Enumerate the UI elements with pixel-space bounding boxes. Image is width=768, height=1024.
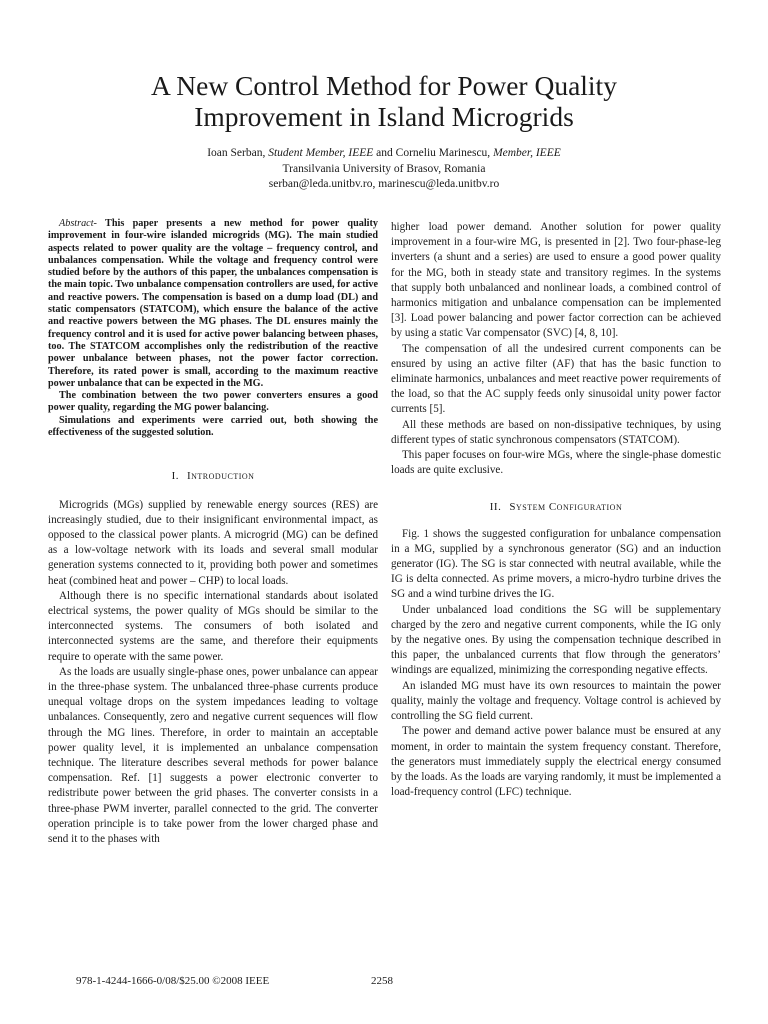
config-paragraph-4: The power and demand active power balance must be ensured at any moment, in order to maintain the system frequency constant. Therefore, the generators must immediately supply the electrical energy consumed by the loads. As the loads are varying randomly, it must be implemented a load-frequency control (LFC) technique. (391, 725, 721, 799)
author-2: and Corneliu Marinescu, (373, 147, 494, 159)
title-line-1: A New Control Method for Power Quality (151, 70, 617, 101)
abstract-paragraph-3: Simulations and experiments were carried out, both showing the effectiveness of the suggested solution. (48, 414, 378, 439)
intro-paragraph-5: All these methods are based on non-dissipative techniques, by using different types of static synchronous compensators (STATCOM). (391, 418, 721, 446)
intro-paragraph-3: As the loads are usually single-phase ones, power unbalance can appear in the three-phase system. The unbalanced three-phase currents produce unequal voltage drops on the system impedances leading to voltage unbalances. Consequently, zero and negative current sequences will flow through the MG lines. Therefore, in order to maintain an acceptable power quality level, it is implemented an unbalance compensation technique. The literature describes several methods for power balance compensation. Ref. [1] suggests a power electronic converter to redistribute power between the grid phases. The converter consists in a three-phase PWM inverter, parallel connected to the grid. The converter operation principle is to take power from the lower charged phase and send it to the phases with (48, 665, 378, 846)
abstract (48, 218, 378, 439)
config-paragraph-1: Fig. 1 shows the suggested configuration for unbalance compensation in a MG, supplied by a synchronous generator (SG) and an induction generator (IG). The SG is star connected with neutral available, while the IG is delta connected. As prime movers, a micro-hydro turbine drives the SG and a wind turbine drives the IG. (391, 527, 721, 601)
author-emails: serban@leda.unitbv.ro, marinescu@leda.unitbv.ro (268, 178, 500, 190)
intro-paragraph-2: Although there is no specific international standards about isolated electrical systems, the power quality of MGs should be similar to the interconnected systems. The consumers of both isolated and interconnected systems are the same, and therefore their equipments require to operate with the same power. (48, 589, 378, 663)
abstract-text-1: This paper presents a new method for power quality improvement in four-wire islanded microgrids (MG). The main studied aspects related to power quality are the voltage – frequency control, and unbalances compensation. While the voltage and frequency control were studied before by the authors of this paper, the unbalances compensation is the main topic. Two unbalance compensation controllers are used, for active and reactive powers. The compensation is based on a dump load (DL) and static compensators (STATCOM), which ensure the balance of the active and reactive powers between the MG phases. The DL ensures mainly the frequency control and it is used for active power balancing between phases, too. The STATCOM accomplishes only the redistribution of the reactive power unbalance between phases, not the power factor correction. Therefore, its rated power is small, according to the maximum reactive power unbalance that can be expected in the MG. (48, 218, 378, 389)
author-names (60, 146, 708, 162)
intro-continuation: higher load power demand. Another solution for power quality improvement in a four-wire MG, is presented in [2]. Two four-phase-leg inverters (a shunt and a series) are used to ensure a good power quality for the MG, both in steady state and transitory regimes. In the systems that supply both unbalanced and nonlinear loads, a combined control of harmonics mitigation and unbalance compensation can be implemented [3]. Load power balancing and power factor correction can be achieved by using a static Var compensator (SVC) [4, 8, 10]. (391, 221, 721, 340)
author-1-role: Student Member, IEEE (268, 147, 374, 159)
paper-title (60, 70, 708, 132)
config-paragraph-3: An islanded MG must have its own resources to maintain the power quality, mainly the voltage and frequency. Voltage control is achieved by controlling the SG field current. (391, 679, 721, 723)
section-heading-system-configuration (391, 500, 721, 515)
abstract-paragraph-2: The combination between the two power converters ensures a good power quality, regarding the MG power balancing. (48, 390, 378, 414)
section-title: Introduction (186, 470, 255, 483)
abstract-label: Abstract- (59, 218, 97, 229)
section-title: System Configuration (509, 501, 623, 514)
page-number: 2258 (371, 975, 393, 987)
right-column (391, 220, 721, 800)
section-number: I. (171, 470, 179, 483)
section-heading-introduction (48, 469, 378, 484)
config-paragraph-2: Under unbalanced load conditions the SG will be supplementary charged by the zero and negative current components, while the IG only by the negative ones. By using the compensation technique described in this paper, the unbalanced currents that flow through the generators’ windings are equalized, minimizing the corresponding negative effects. (391, 603, 721, 677)
left-column (48, 218, 378, 847)
intro-paragraph-1: Microgrids (MGs) supplied by renewable energy sources (RES) are increasingly studied, due to their insignificant environmental impact, as opposed to the classical power plants. A microgrid (MG) can be defined as a low-voltage network with its loads and several small modular generation systems connected to it, providing both power and sometimes heat (combined heat and power – CHP) to local loads. (48, 498, 378, 587)
affiliation: Transilvania University of Brasov, Romania (282, 162, 486, 175)
author-1: Ioan Serban, (207, 147, 269, 159)
author-block (60, 146, 708, 193)
section-number: II. (489, 501, 502, 514)
author-2-role: Member, IEEE (493, 147, 561, 159)
title-line-2: Improvement in Island Microgrids (194, 101, 574, 132)
intro-paragraph-4: The compensation of all the undesired current components can be ensured by using an active filter (AF) that has the basic function to eliminate harmonics, unbalances and meet reactive power requirements of the load, so that the AC supply feeds only sinusoidal unity power factor currents [5]. (391, 342, 721, 416)
intro-paragraph-6: This paper focuses on four-wire MGs, where the single-phase domestic loads are quite exclusive. (391, 449, 721, 477)
abstract-paragraph-1 (48, 218, 378, 390)
copyright-footer: 978-1-4244-1666-0/08/$25.00 ©2008 IEEE (76, 975, 270, 987)
